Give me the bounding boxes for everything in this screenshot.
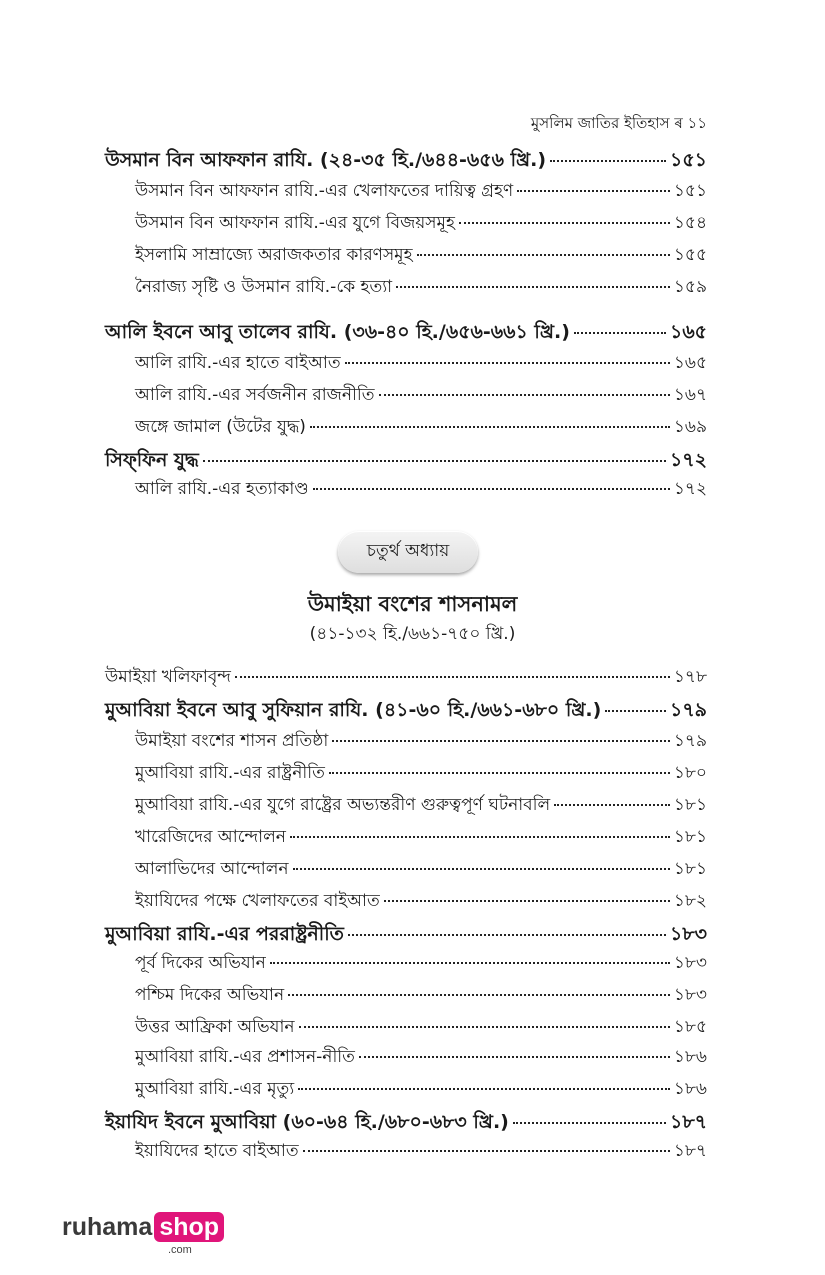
- toc-entry-title: আলি রাযি.-এর সর্বজনীন রাজনীতি: [135, 385, 375, 405]
- toc-entry-title: উসমান বিন আফফান রাযি.-এর খেলাফতের দায়িত্ব গ্রহণ: [135, 181, 514, 201]
- toc-entry[interactable]: [135, 760, 707, 788]
- toc-entry-page: ১৮৬: [673, 1047, 707, 1067]
- toc-entry[interactable]: [105, 664, 707, 692]
- toc-entry-page: ১৬৫: [673, 353, 707, 373]
- toc-entry[interactable]: [105, 920, 707, 952]
- toc-entry-page: ১৬৫: [669, 321, 707, 343]
- logo-text-com: .com: [168, 1244, 192, 1256]
- toc-entry-title: পশ্চিম দিকের অভিযান: [135, 985, 285, 1005]
- dot-leader: [290, 836, 670, 838]
- toc-entry-title: মুআবিয়া রাযি.-এর পররাষ্ট্রনীতি: [105, 923, 344, 945]
- toc-entry-page: ১৮১: [673, 795, 707, 815]
- dot-leader: [203, 460, 666, 462]
- logo-text-ruhama: ruhama: [62, 1212, 153, 1241]
- chapter-label-badge: চতুর্থ অধ্যায়: [338, 531, 478, 573]
- toc-entry-page: ১৮৭: [669, 1111, 707, 1133]
- toc-entry[interactable]: [135, 210, 707, 238]
- toc-entry[interactable]: [135, 178, 707, 206]
- toc-entry[interactable]: [135, 1014, 707, 1042]
- toc-entry-title: ইয়াযিদের হাতে বাইআত: [135, 1141, 299, 1161]
- toc-entry-page: ১৭৮: [673, 667, 707, 687]
- dot-leader: [348, 934, 666, 936]
- toc-entry-page: ১৭২: [669, 449, 707, 471]
- toc-entry[interactable]: [135, 350, 707, 378]
- toc-entry-page: ১৫৫: [673, 245, 707, 265]
- toc-entry-page: ১৮১: [673, 859, 707, 879]
- toc-entry-page: ১৫১: [673, 181, 707, 201]
- dot-leader: [298, 1088, 670, 1090]
- toc-entry[interactable]: [135, 1138, 707, 1166]
- toc-entry[interactable]: [135, 792, 707, 820]
- toc-entry[interactable]: [135, 982, 707, 1010]
- toc-entry-title: উত্তর আফ্রিকা অভিযান: [135, 1017, 295, 1037]
- toc-entry-page: ১৮০: [673, 763, 707, 783]
- toc-entry[interactable]: [135, 888, 707, 916]
- toc-entry[interactable]: [105, 696, 707, 728]
- logo-text-shop: shop: [154, 1212, 224, 1242]
- toc-entry-page: ১৮৬: [673, 1079, 707, 1099]
- toc-entry-title: আলি রাযি.-এর হাতে বাইআত: [135, 353, 341, 373]
- chapter-title: উমাইয়া বংশের শাসনামল: [307, 592, 518, 616]
- toc-entry-title: আলি রাযি.-এর হত্যাকাণ্ড: [135, 479, 309, 499]
- toc-entry-title: খারেজিদের আন্দোলন: [135, 827, 286, 847]
- dot-leader: [384, 900, 670, 902]
- toc-entry[interactable]: [105, 146, 707, 178]
- toc-entry-title: মুআবিয়া ইবনে আবু সুফিয়ান রাযি. (৪১-৬০ হি./৬৬১-৬৮০ খ্রি.): [105, 699, 602, 721]
- toc-entry-title: সিফ্‌ফিন যুদ্ধ: [105, 449, 199, 471]
- toc-entry-page: ১৮৩: [669, 923, 707, 945]
- toc-entry-page: ১৮৫: [673, 1017, 707, 1037]
- toc-entry-title: মুআবিয়া রাযি.-এর মৃত্যু: [135, 1079, 295, 1099]
- dot-leader: [270, 962, 670, 964]
- toc-entry-page: ১৬৯: [673, 417, 707, 437]
- toc-entry-title: মুআবিয়া রাযি.-এর রাষ্ট্রনীতি: [135, 763, 325, 783]
- toc-entry-title: আলি ইবনে আবু তালেব রাযি. (৩৬-৪০ হি./৬৫৬-৬৬১ খ্রি.): [105, 321, 570, 343]
- toc-entry-page: ১৮১: [673, 827, 707, 847]
- page-header: মুসলিম জাতির ইতিহাস ৰ ১১: [530, 114, 707, 132]
- toc-entry-title: নৈরাজ্য সৃষ্টি ও উসমান রাযি.-কে হত্যা: [135, 277, 393, 297]
- dot-leader: [329, 772, 670, 774]
- toc-entry[interactable]: [135, 274, 707, 302]
- toc-entry-page: ১৭৯: [669, 699, 707, 721]
- toc-entry-title: ইয়াযিদের পক্ষে খেলাফতের বাইআত: [135, 891, 380, 911]
- toc-entry-title: ইসলামি সাম্রাজ্যে অরাজকতার কারণসমূহ: [135, 245, 413, 265]
- toc-entry-page: ১৮৭: [673, 1141, 707, 1161]
- toc-entry-page: ১৮৩: [673, 953, 707, 973]
- dot-leader: [550, 160, 666, 162]
- dot-leader: [417, 254, 670, 256]
- dot-leader: [313, 488, 670, 490]
- dot-leader: [379, 394, 670, 396]
- site-logo: [62, 1212, 224, 1256]
- toc-entry-page: ১৬৭: [673, 385, 707, 405]
- toc-entry-title: উমাইয়া খলিফাবৃন্দ: [105, 667, 231, 687]
- chapter-subtitle: (৪১-১৩২ হি./৬৬১-৭৫০ খ্রি.): [309, 624, 516, 644]
- dot-leader: [310, 426, 670, 428]
- toc-entry[interactable]: [135, 856, 707, 884]
- toc-entry-title: মুআবিয়া রাযি.-এর প্রশাসন-নীতি: [135, 1047, 355, 1067]
- toc-entry-page: ১৫৯: [673, 277, 707, 297]
- toc-entry-title: ইয়াযিদ ইবনে মুআবিয়া (৬০-৬৪ হি./৬৮০-৬৮৩ খ্রি.): [105, 1111, 509, 1133]
- toc-entry[interactable]: [135, 950, 707, 978]
- toc-entry-title: মুআবিয়া রাযি.-এর যুগে রাষ্ট্রের অভ্যন্তরীণ গুরুত্বপূর্ণ ঘটনাবলি: [135, 795, 551, 815]
- toc-entry[interactable]: [135, 382, 707, 410]
- toc-entry-title: পূর্ব দিকের অভিযান: [135, 953, 266, 973]
- toc-entry[interactable]: [105, 446, 707, 478]
- dot-leader: [235, 676, 670, 678]
- toc-entry[interactable]: [135, 728, 707, 756]
- toc-entry[interactable]: [135, 1076, 707, 1104]
- toc-entry-page: ১৫১: [670, 149, 707, 171]
- toc-entry-page: ১৭৯: [673, 731, 707, 751]
- toc-entry-page: ১৮২: [673, 891, 707, 911]
- dot-leader: [605, 710, 666, 712]
- dot-leader: [517, 190, 670, 192]
- dot-leader: [299, 1026, 670, 1028]
- dot-leader: [574, 332, 666, 334]
- toc-entry[interactable]: [135, 242, 707, 270]
- toc-entry[interactable]: [135, 476, 707, 504]
- toc-entry-title: উসমান বিন আফফান রাযি. (২৪-৩৫ হি./৬৪৪-৬৫৬ খ্রি.): [105, 149, 547, 171]
- toc-entry-title: উসমান বিন আফফান রাযি.-এর যুগে বিজয়সমূহ: [135, 213, 455, 233]
- toc-entry-page: ১৮৩: [673, 985, 707, 1005]
- dot-leader: [332, 740, 670, 742]
- toc-entry[interactable]: [135, 1044, 707, 1072]
- dot-leader: [345, 362, 670, 364]
- toc-entry[interactable]: [105, 1108, 707, 1140]
- dot-leader: [459, 222, 670, 224]
- toc-entry[interactable]: [105, 318, 707, 350]
- dot-leader: [303, 1150, 670, 1152]
- dot-leader: [554, 804, 670, 806]
- dot-leader: [293, 868, 670, 870]
- toc-entry-title: জঙ্গে জামাল (উটের যুদ্ধ): [135, 417, 306, 437]
- dot-leader: [513, 1122, 666, 1124]
- toc-entry-page: ১৭২: [673, 479, 707, 499]
- toc-entry-title: আলাভিদের আন্দোলন: [135, 859, 289, 879]
- toc-entry[interactable]: [135, 824, 707, 852]
- toc-entry[interactable]: [135, 414, 707, 442]
- toc-entry-page: ১৫৪: [673, 213, 707, 233]
- toc-entry-title: উমাইয়া বংশের শাসন প্রতিষ্ঠা: [135, 731, 329, 751]
- dot-leader: [396, 286, 670, 288]
- dot-leader: [288, 994, 670, 996]
- dot-leader: [359, 1056, 670, 1058]
